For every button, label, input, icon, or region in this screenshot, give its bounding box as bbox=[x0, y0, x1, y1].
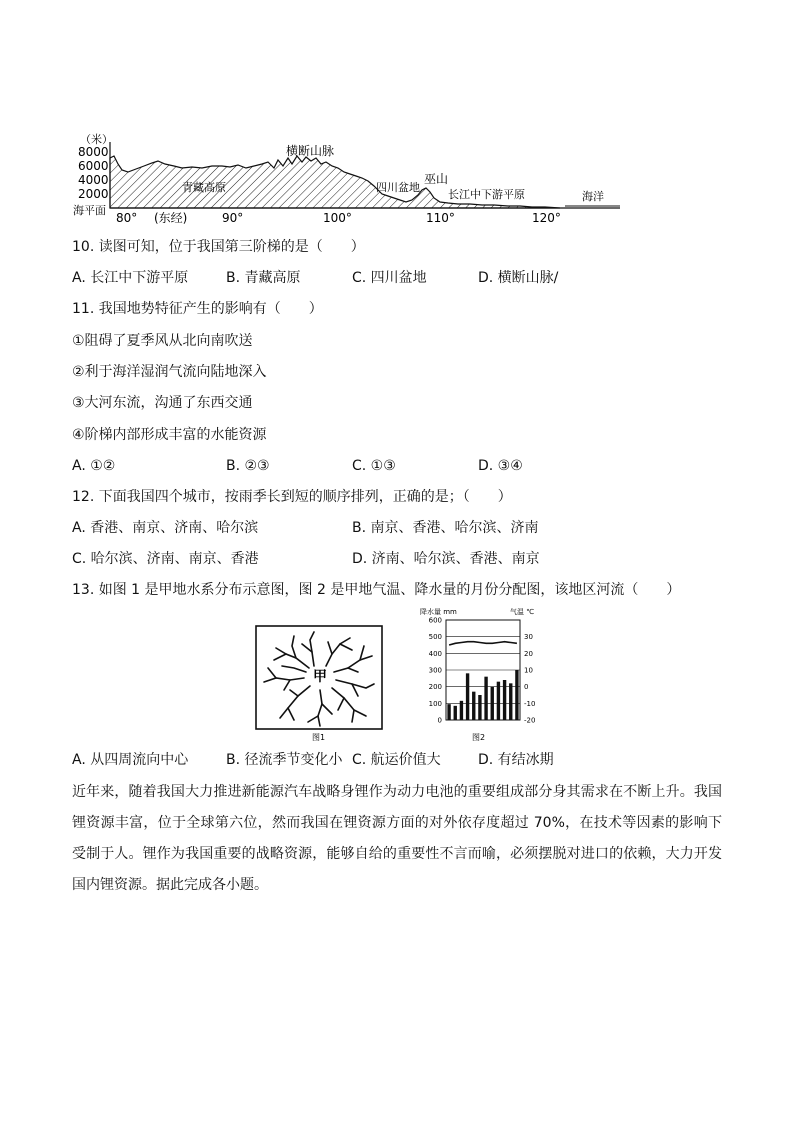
profile-sea-level: 海平面 bbox=[73, 204, 106, 217]
chart-left-axis-label: 降水量 mm bbox=[420, 608, 457, 616]
lithium-passage: 近年来，随着我国大力推进新能源汽车战略身锂作为动力电池的重要组成部分身其需求在不断上升。我国锂资源丰富，位于全球第六位，然而我国在锂资源方面的对外依存度超过 70%，在技术等因素的影响下受制于人。锂作为我国重要的战略资源，能够自给的重要性不言而喻，必须摆脱对进口的依赖，大力开发国内锂资源。据此完成各小题。 bbox=[72, 784, 722, 893]
chart-right-ticks bbox=[524, 633, 535, 724]
chart-right-tick: 10 bbox=[524, 666, 533, 675]
precipitation-bar bbox=[460, 701, 463, 720]
label-qingzang: 青藏高原 bbox=[182, 181, 226, 194]
chart-right-tick: -20 bbox=[524, 716, 536, 725]
chart-left-tick: 500 bbox=[428, 633, 442, 642]
profile-xtick: 80° bbox=[116, 211, 138, 224]
profile-xunit: (东经) bbox=[154, 211, 188, 224]
q12-option-d[interactable]: D. 济南、哈尔滨、香港、南京 bbox=[352, 551, 540, 567]
q13-figure-1 bbox=[254, 624, 386, 742]
q13-option-a[interactable]: A. 从四周流向中心 bbox=[72, 752, 189, 768]
profile-ytick: 8000 bbox=[78, 145, 109, 159]
profile-xtick: 110° bbox=[426, 211, 455, 224]
chart-right-axis-label: 气温 ℃ bbox=[510, 608, 535, 616]
q11-option-b[interactable]: B. ②③ bbox=[226, 458, 270, 474]
temperature-line bbox=[449, 642, 517, 645]
q10-option-a[interactable]: A. 长江中下游平原 bbox=[72, 270, 189, 286]
q10-option-c[interactable]: C. 四川盆地 bbox=[352, 270, 427, 286]
label-hengduan: 横断山脉 bbox=[286, 144, 335, 158]
precipitation-bar bbox=[447, 704, 450, 720]
precipitation-bar bbox=[466, 673, 469, 720]
q11-item-3: ③大河东流，沟通了东西交通 bbox=[72, 395, 253, 411]
q12-stem: 12. 下面我国四个城市，按雨季长到短的顺序排列，正确的是；（ ） bbox=[72, 489, 512, 505]
drainage-center-label: 甲 bbox=[313, 669, 327, 685]
q11-option-c[interactable]: C. ①③ bbox=[352, 458, 396, 474]
q10-stem: 10. 读图可知，位于我国第三阶梯的是（ ） bbox=[72, 239, 365, 255]
chart-left-tick: 300 bbox=[428, 666, 442, 675]
profile-xtick: 100° bbox=[323, 211, 352, 224]
chart-right-tick: 0 bbox=[524, 683, 529, 692]
label-sichuan: 四川盆地 bbox=[376, 181, 420, 194]
profile-unit: （米） bbox=[80, 133, 113, 146]
q11-option-a[interactable]: A. ①② bbox=[72, 458, 116, 474]
chart-left-ticks bbox=[429, 617, 442, 725]
chart-grid bbox=[446, 620, 520, 720]
precipitation-bar bbox=[454, 706, 457, 720]
chart-left-tick: 200 bbox=[428, 683, 442, 692]
precipitation-bar bbox=[509, 683, 512, 720]
precipitation-bars bbox=[447, 670, 518, 720]
chart-right-tick: -10 bbox=[524, 699, 536, 708]
chart-left-tick: 400 bbox=[428, 649, 442, 658]
q10-option-d[interactable]: D. 横断山脉/ bbox=[478, 270, 559, 286]
precipitation-bar bbox=[491, 687, 494, 720]
profile-ytick: 4000 bbox=[78, 173, 109, 187]
q12-option-b[interactable]: B. 南京、香港、哈尔滨、济南 bbox=[352, 520, 539, 536]
profile-ytick: 2000 bbox=[78, 187, 109, 201]
q11-item-2: ②利于海洋湿润气流向陆地深入 bbox=[72, 364, 267, 380]
precipitation-bar bbox=[515, 670, 518, 720]
q12-option-a[interactable]: A. 香港、南京、济南、哈尔滨 bbox=[72, 520, 259, 536]
precipitation-bar bbox=[472, 692, 475, 720]
chart-right-tick: 20 bbox=[524, 649, 533, 658]
q13-stem: 13. 如图 1 是甲地水系分布示意图，图 2 是甲地气温、降水量的月份分配图，该地区河流（ ） bbox=[72, 582, 681, 598]
chart-right-tick: 30 bbox=[524, 633, 533, 642]
precipitation-bar bbox=[503, 680, 506, 720]
q13-option-b[interactable]: B. 径流季节变化小 bbox=[226, 752, 343, 768]
q11-item-1: ①阻碍了夏季风从北向南吹送 bbox=[72, 333, 253, 349]
q13-option-c[interactable]: C. 航运价值大 bbox=[352, 752, 441, 768]
q13-figure-2-climate-chart bbox=[410, 604, 550, 744]
label-changjiang: 长江中下游平原 bbox=[448, 188, 525, 201]
q13-option-d[interactable]: D. 有结冰期 bbox=[478, 752, 554, 768]
fig2-caption: 图2 bbox=[472, 733, 486, 742]
chart-left-tick: 100 bbox=[428, 699, 442, 708]
q12-option-c[interactable]: C. 哈尔滨、济南、南京、香港 bbox=[72, 551, 259, 567]
chart-left-tick: 0 bbox=[437, 716, 442, 725]
q11-option-d[interactable]: D. ③④ bbox=[478, 458, 523, 474]
q11-stem: 11. 我国地势特征产生的影响有（ ） bbox=[72, 301, 323, 317]
profile-xtick: 120° bbox=[532, 211, 561, 224]
profile-xtick: 90° bbox=[222, 211, 244, 224]
fig1-caption: 图1 bbox=[312, 733, 326, 742]
precipitation-bar bbox=[497, 682, 500, 720]
precipitation-bar bbox=[484, 677, 487, 720]
chart-left-tick: 600 bbox=[428, 616, 442, 625]
profile-ytick: 6000 bbox=[78, 159, 109, 173]
precipitation-bar bbox=[478, 695, 481, 720]
label-wushan: 巫山 bbox=[424, 172, 449, 186]
terrain-profile-figure bbox=[70, 128, 630, 224]
label-ocean: 海洋 bbox=[582, 190, 604, 203]
q11-item-4: ④阶梯内部形成丰富的水能资源 bbox=[72, 427, 267, 443]
q10-option-b[interactable]: B. 青藏高原 bbox=[226, 270, 301, 286]
